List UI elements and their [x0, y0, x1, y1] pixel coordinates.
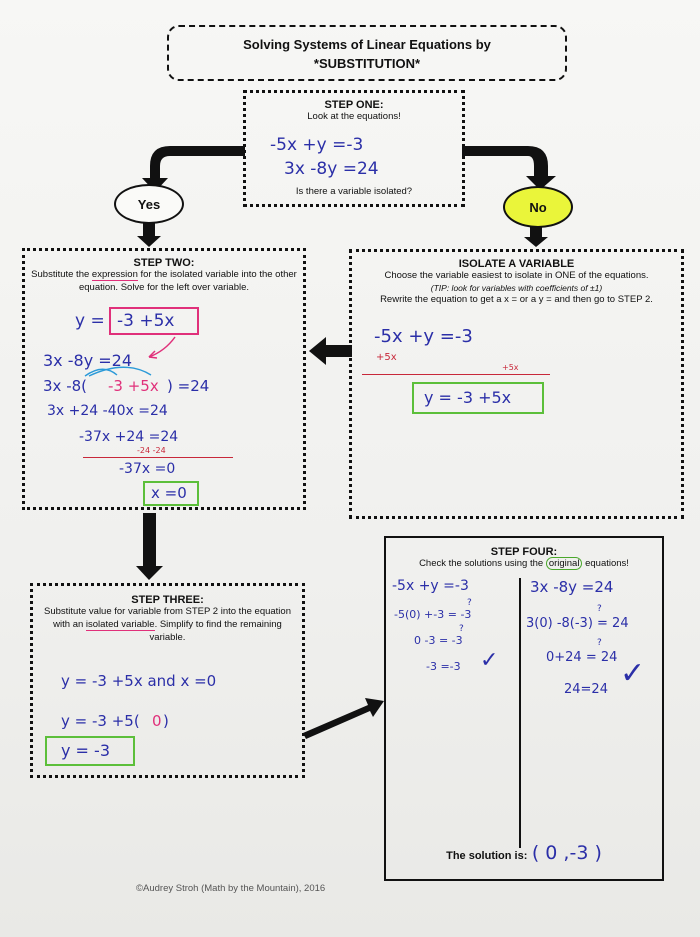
step-two-box: [22, 248, 306, 510]
isolate-text2: Rewrite the equation to get a x = or a y = and then go to STEP 2.: [380, 294, 653, 306]
step-four-text-c: equations!: [582, 558, 629, 569]
step-two-line1b: -3 +5x: [117, 311, 175, 331]
step-two-text-a: Substitute the: [31, 269, 92, 280]
step-three-isolated-word: isolated variable: [85, 618, 155, 630]
isolate-heading: ISOLATE A VARIABLE: [458, 258, 575, 270]
check-right-4: 24=24: [564, 682, 608, 697]
step-two-text-c: for the isolated variable into the other equation. Solve for the left over variable.: [78, 269, 297, 293]
solution-row: [386, 842, 662, 864]
yes-oval: [114, 184, 184, 224]
step-four-instructions: [386, 558, 662, 571]
step-three-text-c: . Simplify to find the remaining variable.: [149, 618, 282, 643]
step-two-annotations: [25, 251, 309, 513]
solution-label: The solution is:: [446, 850, 528, 862]
step-four-box: [384, 536, 664, 881]
step-two-line4: 3x +24 -40x =24: [47, 403, 168, 419]
isolate-result: y = -3 +5x: [424, 388, 512, 407]
no-label: No: [529, 199, 547, 215]
step-two-line3c: ) =24: [167, 377, 210, 395]
copyright-footer: ©Audrey Stroh (Math by the Mountain), 2016: [136, 883, 326, 894]
step-two-expression-word: expression: [91, 269, 138, 280]
check-left-3: 0 -3 = -3: [414, 634, 463, 647]
check-left-1: -5x +y =-3: [392, 578, 469, 594]
step-two-line5: -37x +24 =24: [79, 429, 179, 445]
isolate-tip: (TIP: look for variables with coefficients of ±1): [430, 282, 603, 293]
step-one-eq1: -5x +y =-3: [270, 135, 364, 155]
step-one-subtitle: Look at the equations!: [307, 111, 401, 122]
step-three-line2a: y = -3 +5(: [61, 712, 140, 730]
check-left-q1: ?: [467, 598, 472, 608]
title-line-1: Solving Systems of Linear Equations by: [243, 37, 491, 52]
step-three-line3: y = -3: [61, 741, 110, 760]
isolate-divider: [362, 374, 550, 375]
isolate-add2: +5x: [502, 363, 519, 372]
check-left-mark: ✓: [480, 648, 499, 673]
check-right-3: 0+24 = 24: [546, 650, 618, 665]
step-three-instructions: [33, 606, 302, 644]
check-right-q2: ?: [597, 638, 602, 648]
step-three-line2c: ): [163, 712, 169, 730]
step-three-text-a: Substitute value for variable from STEP 2 into the equation with an: [44, 606, 291, 630]
step-two-line2: 3x -8y =24: [43, 351, 133, 370]
step-four-original-word: original: [546, 557, 583, 570]
title-box: [167, 25, 567, 81]
step-four-divider: [519, 578, 521, 848]
isolate-eq: -5x +y =-3: [374, 326, 473, 347]
step-two-line6: -37x =0: [119, 461, 176, 477]
check-right-mark: ✓: [620, 656, 646, 691]
step-two-line3b: -3 +5x: [108, 377, 159, 395]
step-two-line3a: 3x -8(: [43, 377, 87, 395]
step-three-line2b: 0: [152, 712, 162, 730]
title-line-2: *SUBSTITUTION*: [313, 56, 421, 71]
step-one-heading: STEP ONE:: [324, 99, 384, 111]
isolate-box: [349, 249, 684, 519]
step-three-box: [30, 583, 305, 778]
isolate-text1: Choose the variable easiest to isolate in ONE of the equations.: [384, 270, 649, 281]
check-left-q2: ?: [459, 624, 464, 634]
check-right-q1: ?: [597, 604, 602, 614]
step-one-eq2: 3x -8y =24: [284, 159, 379, 179]
check-left-4: -3 =-3: [426, 660, 461, 673]
check-left-2: -5(0) +-3 = -3: [394, 608, 472, 621]
step-one-box: [243, 90, 465, 207]
isolate-add1: +5x: [376, 352, 397, 363]
check-right-2: 3(0) -8(-3) = 24: [526, 616, 629, 631]
step-two-line7: x =0: [151, 484, 187, 502]
yes-label: Yes: [137, 196, 161, 212]
check-right-1: 3x -8y =24: [530, 578, 614, 596]
step-three-heading: STEP THREE:: [131, 594, 204, 606]
no-oval: [503, 186, 573, 228]
step-four-text-a: Check the solutions using the: [419, 558, 546, 569]
step-one-question: Is there a variable isolated?: [295, 186, 413, 197]
solution-value: ( 0 ,-3 ): [531, 842, 602, 864]
step-two-line5b: -24 -24: [137, 446, 166, 455]
step-two-line1a: y =: [75, 311, 105, 331]
step-three-line1: y = -3 +5x and x =0: [61, 672, 217, 690]
step-two-heading: STEP TWO:: [133, 257, 195, 269]
step-four-heading: STEP FOUR:: [490, 546, 558, 558]
